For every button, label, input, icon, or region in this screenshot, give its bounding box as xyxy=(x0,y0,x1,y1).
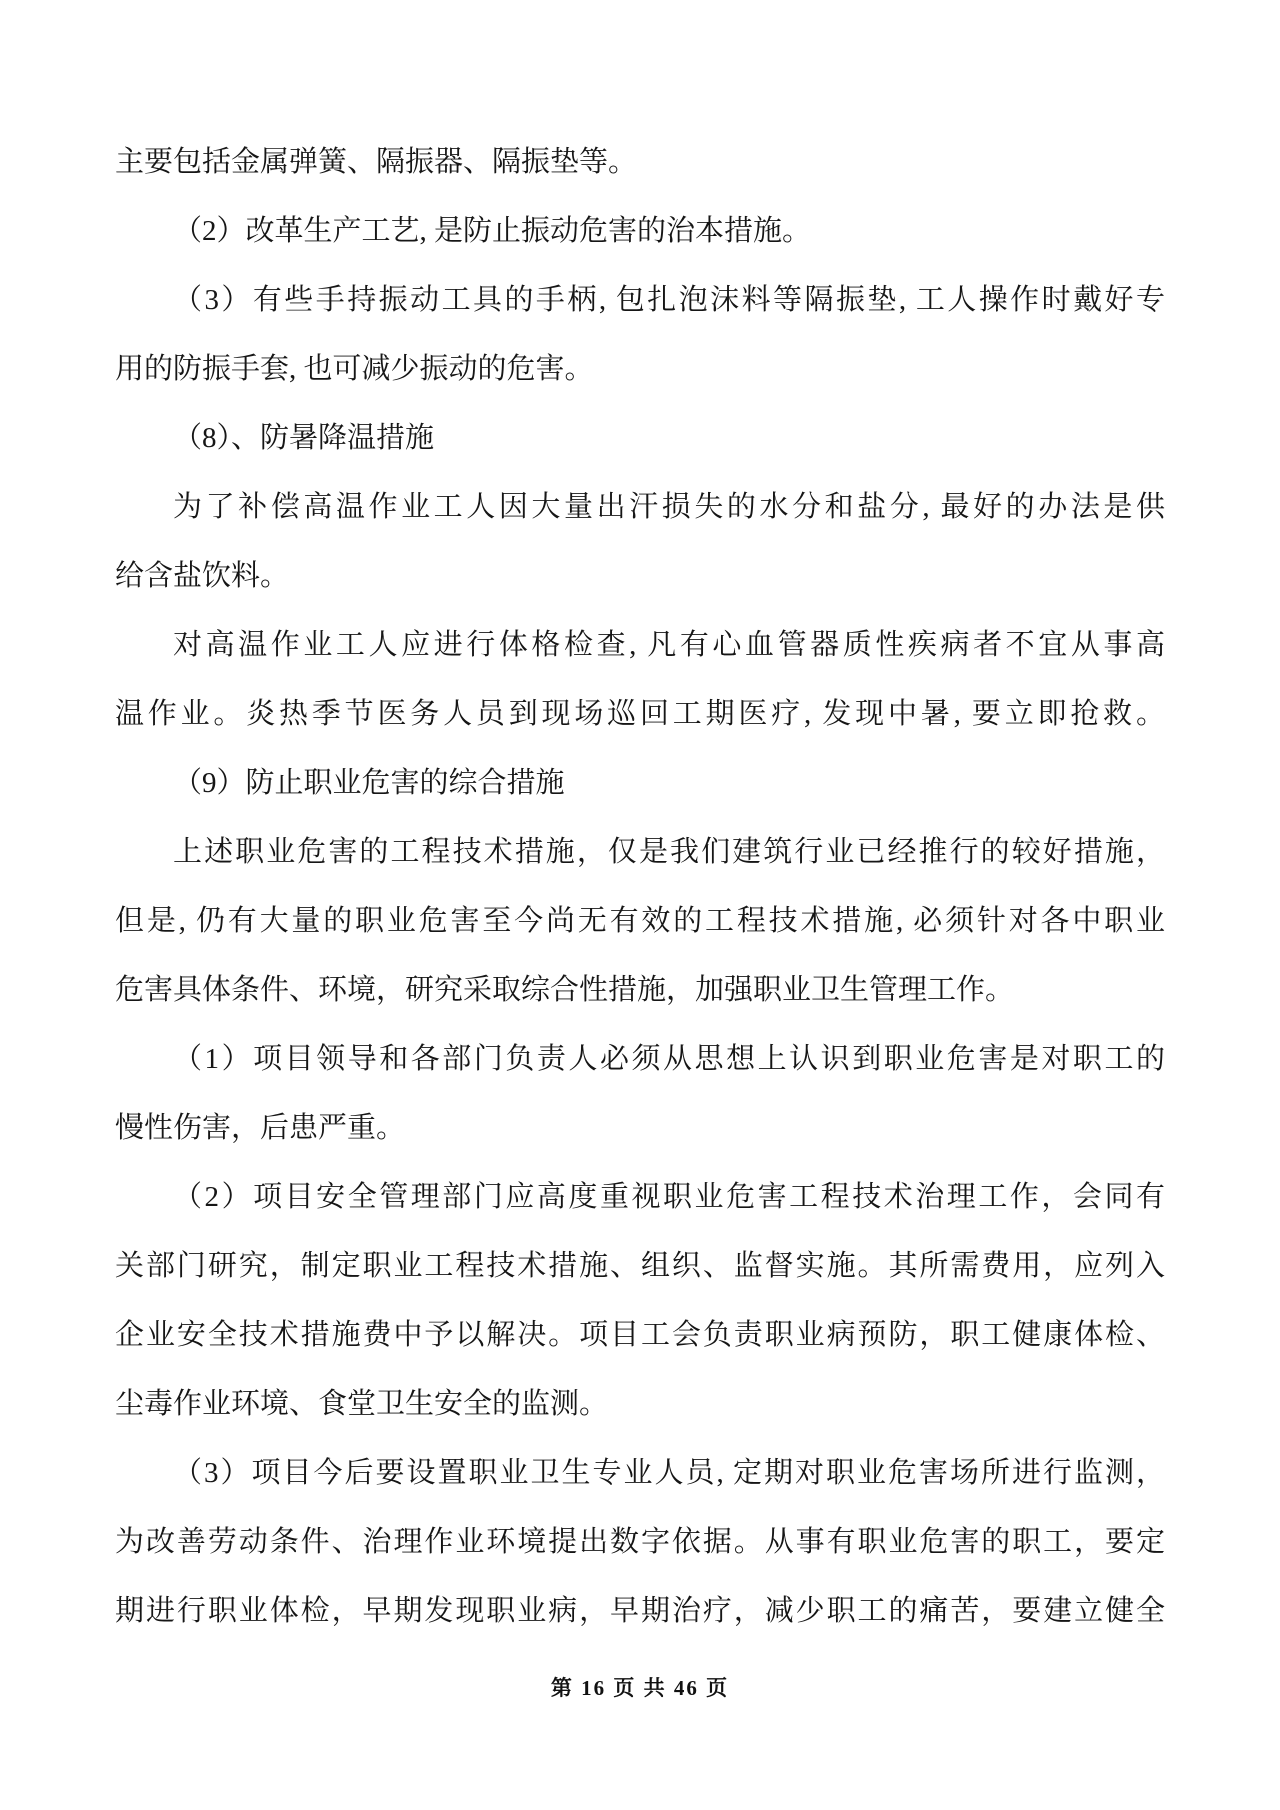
text-line: 主要包括金属弹簧、隔振器、隔振垫等。 xyxy=(115,146,638,178)
text-line: 上述职业危害的工程技术措施，仅是我们建筑行业已经推行的较好措施， xyxy=(173,836,1165,868)
text-line: 为了补偿高温作业工人因大量出汗损失的水分和盐分, 最好的办法是供 xyxy=(173,491,1165,523)
text-line: 尘毒作业环境、食堂卫生安全的监测。 xyxy=(115,1388,609,1420)
text-line: 危害具体条件、环境，研究采取综合性措施，加强职业卫生管理工作。 xyxy=(115,974,1015,1006)
text-line: （1）项目领导和各部门负责人必须从思想上认识到职业危害是对职工的 xyxy=(173,1043,1165,1075)
text-line: （8）、防暑降温措施 xyxy=(173,422,435,454)
text-line: 给含盐饮料。 xyxy=(115,560,290,592)
text-line: 温作业。炎热季节医务人员到现场巡回工期医疗, 发现中暑, 要立即抢救。 xyxy=(115,698,1165,730)
text-line: （9）防止职业危害的综合措施 xyxy=(173,767,565,799)
text-line: （2）项目安全管理部门应高度重视职业危害工程技术治理工作，会同有 xyxy=(173,1181,1165,1213)
text-line: （3）项目今后要设置职业卫生专业人员, 定期对职业危害场所进行监测， xyxy=(173,1457,1165,1489)
text-line: 对高温作业工人应进行体格检查, 凡有心血管器质性疾病者不宜从事高 xyxy=(173,629,1165,661)
text-line: 企业安全技术措施费中予以解决。项目工会负责职业病预防，职工健康体检、 xyxy=(115,1319,1165,1351)
text-line: （2）改革生产工艺, 是防止振动危害的治本措施。 xyxy=(173,215,812,247)
text-line: 但是, 仍有大量的职业危害至今尚无有效的工程技术措施, 必须针对各中职业 xyxy=(115,905,1165,937)
text-line: 慢性伤害，后患严重。 xyxy=(115,1112,406,1144)
document-body xyxy=(115,128,1165,1646)
page-footer: 第 16 页 共 46 页 xyxy=(550,1676,730,1700)
text-line: （3）有些手持振动工具的手柄, 包扎泡沫料等隔振垫, 工人操作时戴好专 xyxy=(173,284,1165,316)
text-line: 为改善劳动条件、治理作业环境提出数字依据。从事有职业危害的职工，要定 xyxy=(115,1526,1165,1558)
text-line: 用的防振手套, 也可减少振动的危害。 xyxy=(115,353,594,385)
text-line: 期进行职业体检，早期发现职业病，早期治疗，减少职工的痛苦，要建立健全 xyxy=(115,1595,1165,1627)
text-line: 关部门研究，制定职业工程技术措施、组织、监督实施。其所需费用，应列入 xyxy=(115,1250,1165,1282)
